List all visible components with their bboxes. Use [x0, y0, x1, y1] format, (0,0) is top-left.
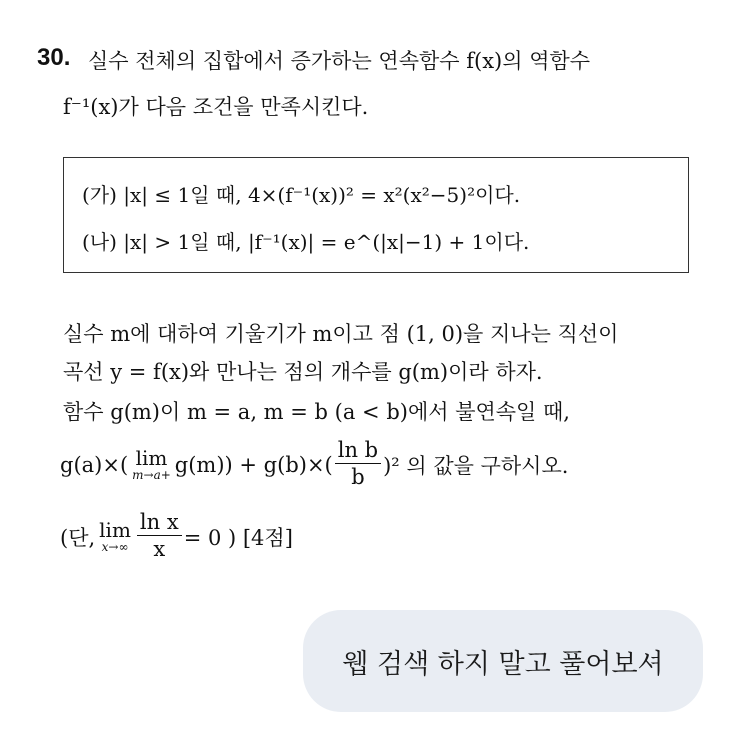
limit-expression	[60, 438, 568, 491]
fraction-denominator: b	[351, 465, 365, 490]
user-message-text: 웹 검색 하지 말고 풀어보셔	[342, 648, 664, 680]
limit-operator	[132, 447, 171, 482]
ln-b-fraction	[335, 438, 381, 491]
expr-prefix: g(a)×(	[60, 452, 129, 477]
fraction-numerator: ln b	[335, 438, 381, 464]
note-limit-operator	[99, 519, 131, 554]
note-suffix: = 0 ) [4점]	[183, 525, 293, 550]
ln-x-fraction	[137, 510, 182, 563]
problem-number: 30.	[37, 44, 71, 71]
expr-suffix: )² 의 값을 구하시오.	[383, 453, 569, 478]
note-prefix: (단,	[60, 525, 96, 550]
problem-line-1: 실수 전체의 집합에서 증가하는 연속함수 f(x)의 역함수	[88, 49, 591, 73]
problem-line-2: f⁻¹(x)가 다음 조건을 만족시킨다.	[63, 95, 369, 119]
note-lim-word: lim	[99, 518, 131, 543]
condition-note	[60, 510, 293, 563]
condition-box	[63, 157, 689, 273]
body-line-3: 함수 g(m)이 m = a, m = b (a < b)에서 불연속일 때,	[63, 400, 570, 424]
user-message-bubble[interactable]	[303, 610, 703, 712]
body-line-1: 실수 m에 대하여 기울기가 m이고 점 (1, 0)을 지나는 직선이	[63, 322, 619, 346]
condition-na: (나) |x| > 1일 때, |f⁻¹(x)| = e^(|x|−1) + 1이다.	[82, 230, 530, 254]
lim-subscript: m→a+	[132, 468, 171, 483]
condition-ga: (가) |x| ≤ 1일 때, 4×(f⁻¹(x))² = x²(x²−5)²이다.	[82, 183, 521, 207]
note-lim-subscript: x→∞	[101, 540, 129, 555]
body-line-2: 곡선 y = f(x)와 만나는 점의 개수를 g(m)이라 하자.	[63, 360, 543, 384]
lim-word: lim	[135, 446, 168, 471]
expr-middle: g(m)) + g(b)×(	[174, 452, 333, 477]
note-fraction-denominator: x	[153, 537, 166, 562]
note-fraction-numerator: ln x	[137, 510, 182, 536]
